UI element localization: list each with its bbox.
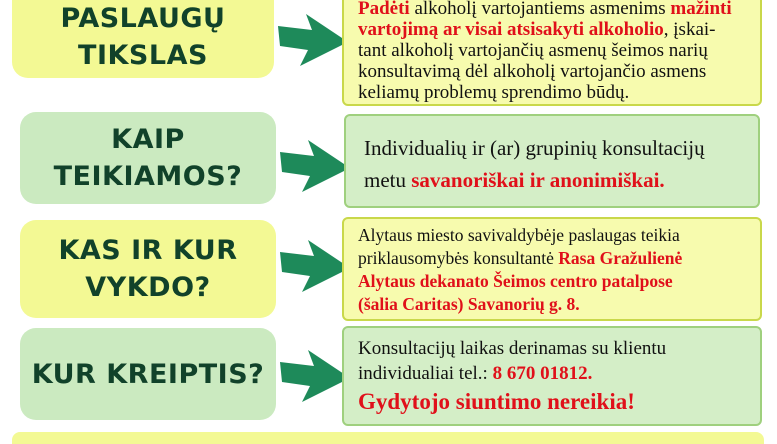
- info-text: keliamų problemų sprendimo būdų.: [358, 82, 630, 103]
- info-text: Alytaus dekanato Šeimos centro patalpose: [358, 271, 673, 291]
- label-kas-ir-kur-vykdo: [20, 220, 276, 318]
- info-text: , įskai-: [663, 19, 716, 40]
- label-text: KAIP TEIKIAMOS?: [53, 124, 243, 192]
- label-text: KUR KREIPTIS?: [31, 358, 265, 390]
- arrow-right-icon: [278, 134, 352, 194]
- info-box-kur-kreiptis: [342, 326, 762, 426]
- info-text: 8 670 01812.: [492, 363, 593, 384]
- info-text: Alytaus miesto savivaldybėje paslaugas teikia: [358, 225, 680, 245]
- info-text: priklausomybės konsultantė: [358, 248, 559, 268]
- info-box-kaip-teikiamos: [344, 114, 760, 208]
- arrow-right-icon: [276, 8, 350, 68]
- info-text: Konsultacijų laikas derinamas su klientu: [358, 338, 667, 359]
- info-text: vartojimą ar visai atsisakyti alkoholio: [358, 19, 664, 40]
- arrow-right-icon: [278, 344, 352, 404]
- info-text: (šalia Caritas) Savanorių g. 8.: [358, 294, 580, 314]
- info-text: tant alkoholį vartojančių asmenų šeimos narių: [358, 40, 708, 61]
- label-text: KAS IR KUR VYKDO?: [58, 235, 238, 303]
- info-text: individualiai tel.:: [358, 363, 493, 384]
- label-paslaugu-tikslas: [12, 0, 274, 78]
- label-text: PASLAUGŲ TIKSLAS: [60, 3, 226, 71]
- info-box-kas-ir-kur-vykdo: [342, 217, 762, 321]
- arrow-right-icon: [278, 234, 352, 294]
- info-text: Individualių ir (ar) grupinių konsultacijų: [364, 136, 705, 160]
- info-text: konsultavimą dėl alkoholį vartojančio asmens: [358, 61, 707, 82]
- info-text: Rasa Gražulienė: [558, 248, 683, 268]
- label-kur-kreiptis: [20, 328, 276, 420]
- bottom-panel-edge: [12, 432, 764, 444]
- info-text: metu: [364, 168, 412, 192]
- info-text: Gydytojo siuntimo nereikia!: [358, 389, 635, 414]
- info-text: alkoholį vartojantiems asmenims: [409, 0, 671, 19]
- info-box-paslaugu-tikslas: [342, 0, 762, 106]
- label-kaip-teikiamos: [20, 112, 276, 204]
- info-text: Padėti: [358, 0, 410, 19]
- info-text: savanoriškai ir anonimiškai.: [411, 168, 665, 192]
- info-text: mažinti: [670, 0, 732, 19]
